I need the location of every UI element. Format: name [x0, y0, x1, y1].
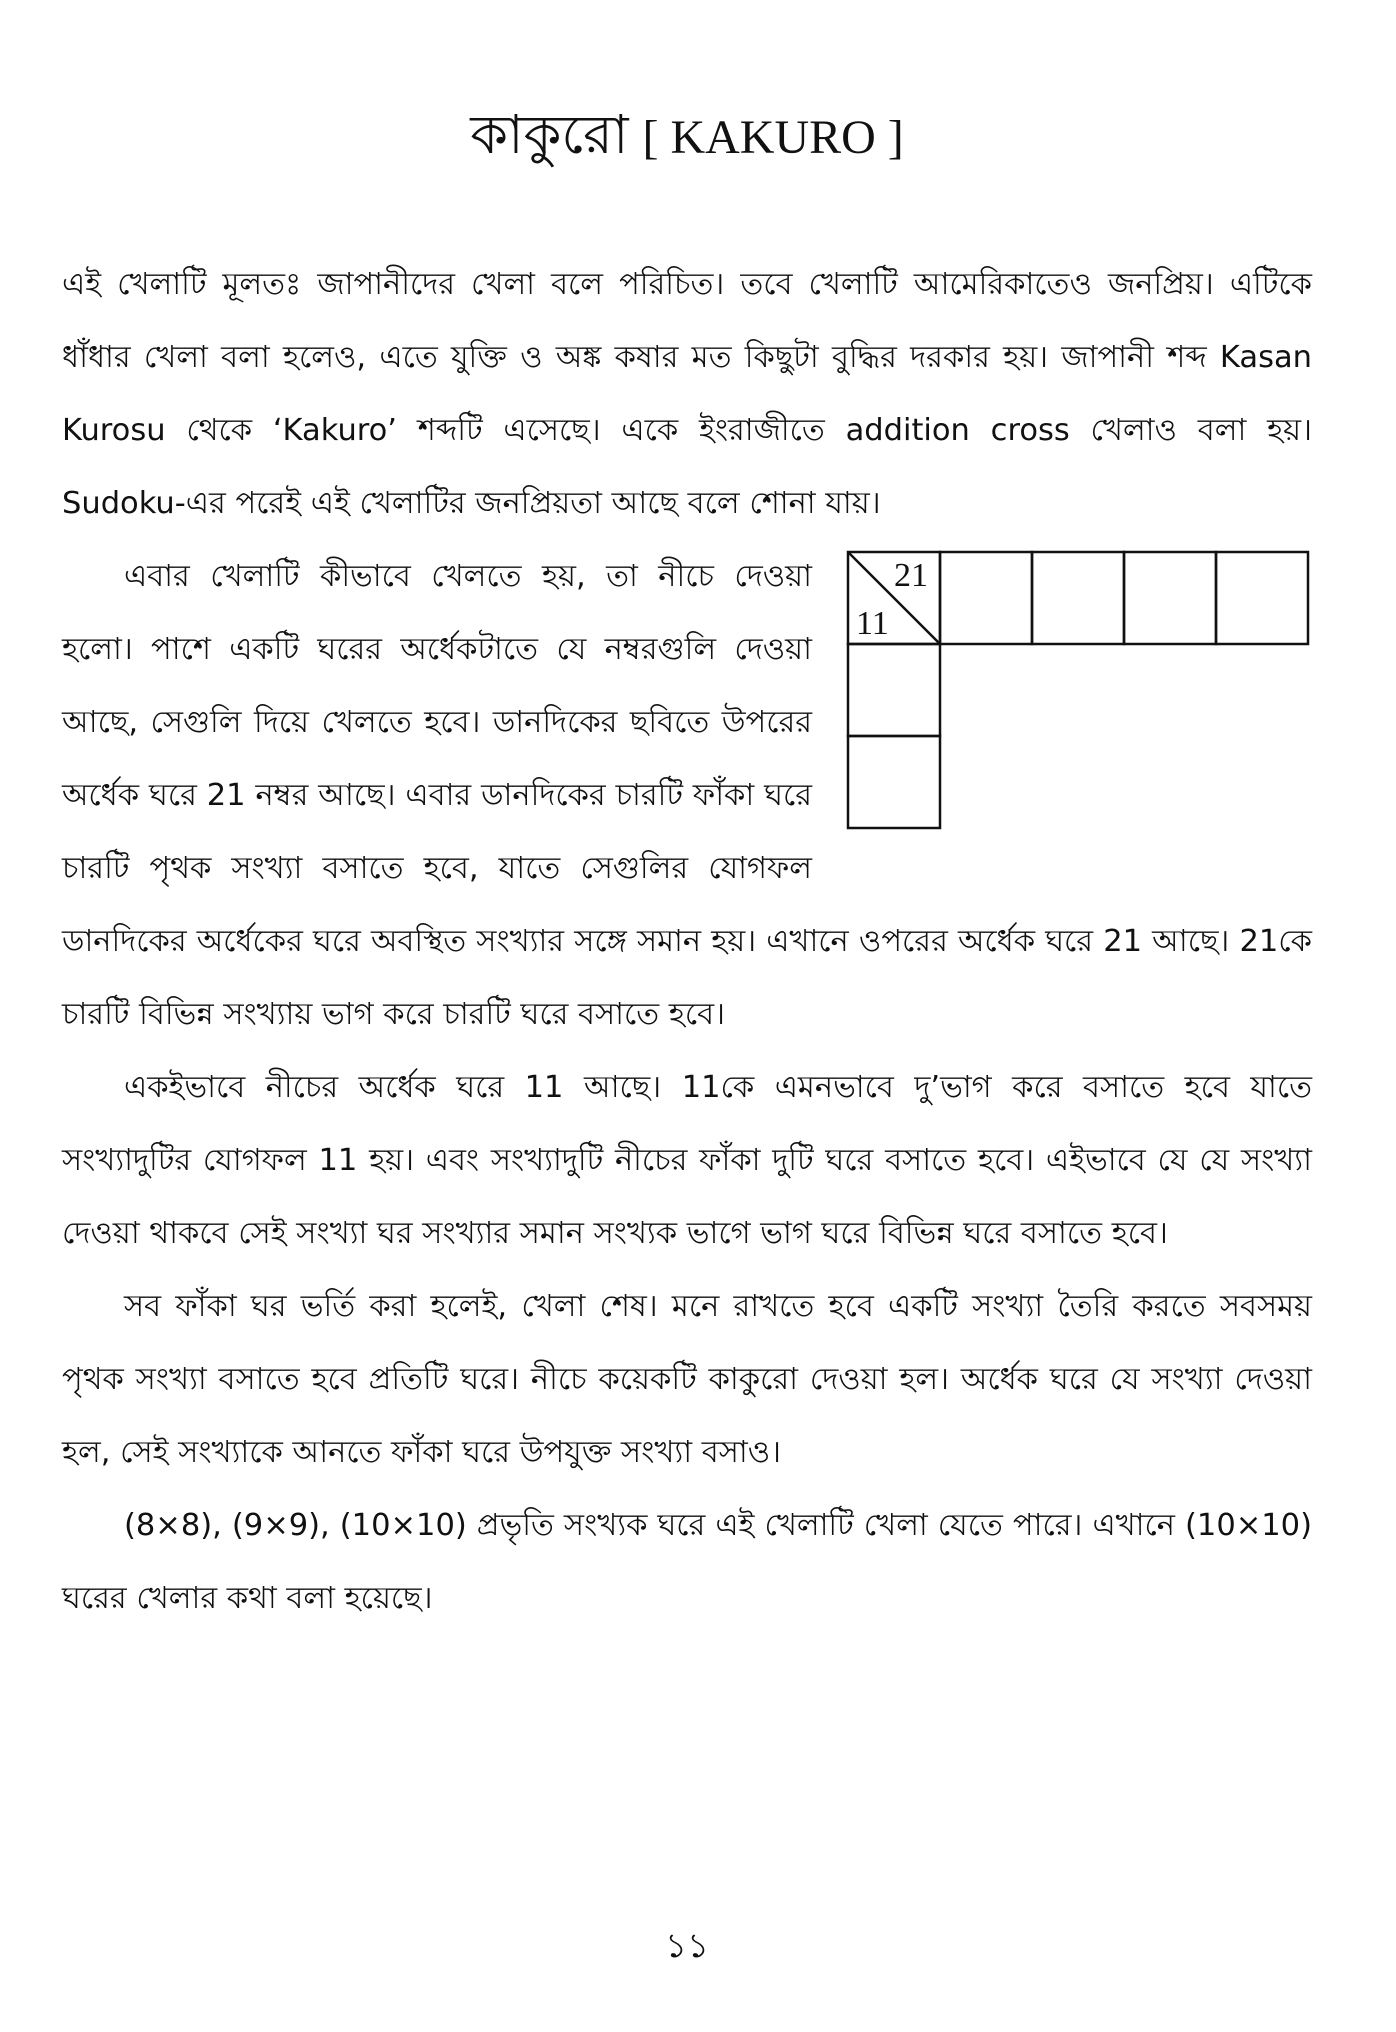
clue-across-number: 21: [894, 557, 928, 594]
page-number: ১১: [664, 1926, 710, 1966]
title-bengali: কাকুরো: [470, 103, 629, 166]
across-cell-1[interactable]: [940, 552, 1032, 644]
title-english: [ KAKURO ]: [642, 111, 904, 164]
book-page: [62, 0, 1312, 2032]
paragraph-with-figure: [62, 540, 1312, 1051]
across-cell-3[interactable]: [1124, 552, 1216, 644]
across-cell-4[interactable]: [1216, 552, 1308, 644]
down-cell-2[interactable]: [848, 736, 940, 828]
down-cell-1[interactable]: [848, 644, 940, 736]
article-body: [62, 248, 1312, 1635]
kakuro-example-grid: [842, 548, 1312, 848]
paragraph-grid-sizes: (8×8), (9×9), (10×10) প্রভৃতি সংখ্যক ঘরে এই খেলাটি খেলা যেতে পারে। এখানে (10×10) ঘরের খেলার কথা বলা হয়েছে।: [62, 1508, 1312, 1616]
paragraph-down-clue: একইভাবে নীচের অর্ধেক ঘরে 11 আছে। 11কে এমনভাবে দু’ভাগ করে বসাতে হবে যাতে সংখ্যাদুটির যোগফল 11 হয়। এবং সংখ্যাদুটি নীচের ফাঁকা দুটি ঘরে বসাতে হবে। এইভাবে যে যে সংখ্যা দেওয়া থাকবে সেই সংখ্যা ঘর সংখ্যার সমান সংখ্যক ভাগে ভাগ ঘরে বিভিন্ন ঘরে বসাতে হবে।: [62, 1070, 1312, 1251]
clue-down-number: 11: [856, 605, 889, 642]
page-title: [62, 100, 1312, 173]
paragraph-how-to-play: এবার খেলাটি কীভাবে খেলতে হয়, তা নীচে দেওয়া হলো। পাশে একটি ঘরের অর্ধেকটাতে যে নম্বরগুলি দেওয়া আছে, সেগুলি দিয়ে খেলতে হবে। ডানদিকের ছবিতে উপরের অর্ধেক ঘরে 21 নম্বর আছে। এবার ডানদিকের চারটি ফাঁকা ঘরে চারটি পৃথক সংখ্যা বসাতে হবে, যাতে সেগুলির যোগফল ডানদিকের অর্ধেকের ঘরে অবস্থিত সংখ্যার সঙ্গে সমান হয়। এখানে ওপরের অর্ধেক ঘরে 21 আছে। 21কে চারটি বিভিন্ন সংখ্যায় ভাগ করে চারটি ঘরে বসাতে হবে।: [62, 559, 1312, 1032]
across-cell-2[interactable]: [1032, 552, 1124, 644]
kakuro-grid-svg: [842, 548, 1312, 848]
paragraph-finish: সব ফাঁকা ঘর ভর্তি করা হলেই, খেলা শেষ। মনে রাখতে হবে একটি সংখ্যা তৈরি করতে সবসময় পৃথক সংখ্যা বসাতে হবে প্রতিটি ঘরে। নীচে কয়েকটি কাকুরো দেওয়া হল। অর্ধেক ঘরে যে সংখ্যা দেওয়া হল, সেই সংখ্যাকে আনতে ফাঁকা ঘরে উপযুক্ত সংখ্যা বসাও।: [62, 1289, 1312, 1470]
paragraph-intro: এই খেলাটি মূলতঃ জাপানীদের খেলা বলে পরিচিত। তবে খেলাটি আমেরিকাতেও জনপ্রিয়। এটিকে ধাঁধার খেলা বলা হলেও, এতে যুক্তি ও অঙ্ক কষার মত কিছুটা বুদ্ধির দরকার হয়। জাপানী শব্দ Kasan Kurosu থেকে ‘Kakuro’ শব্দটি এসেছে। একে ইংরাজীতে addition cross খেলাও বলা হয়। Sudoku-এর পরেই এই খেলাটির জনপ্রিয়তা আছে বলে শোনা যায়।: [62, 267, 1312, 521]
